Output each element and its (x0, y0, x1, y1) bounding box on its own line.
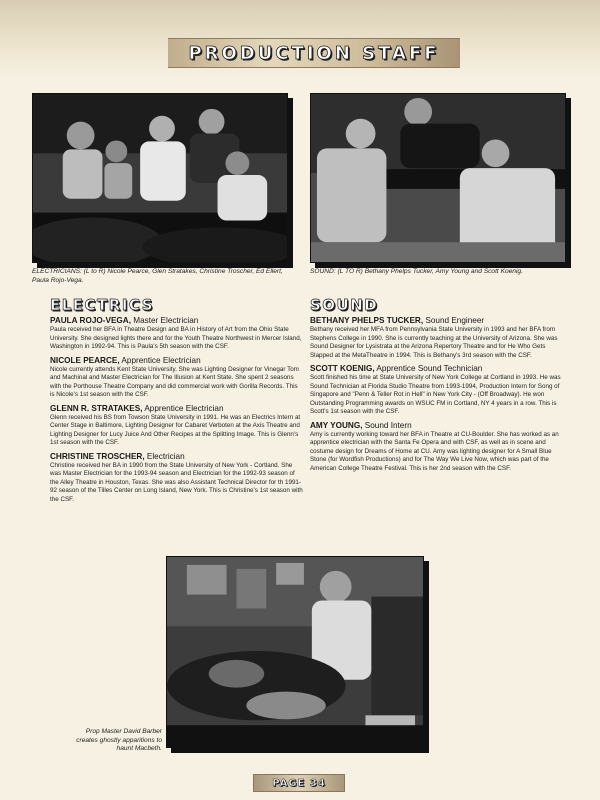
staff-role: Apprentice Sound Technician (374, 364, 483, 374)
staff-role: Apprentice Electrician (142, 403, 224, 413)
staff-role: Sound Engineer (423, 316, 485, 325)
staff-name: BETHANY PHELPS TUCKER, (310, 316, 424, 325)
staff-bio: Amy is currently working toward her BFA in Theatre at CU-Boulder. She has worked as an apprentice electrician with the Santa Fe Opera and with CSF, as well as in scene and costume design for Dreams of Home at CU. Amy was lighting designer for A Small Blue Stone (for Wordfish Productions) and for The Way We Live Now, which was part of the American College Theatre Festival. This is her 2nd season with the CSF. (310, 430, 559, 472)
page-number-banner (253, 774, 345, 792)
staff-bio: Christine received her BA in 1990 from the State University of New York - Cortland. She was Master Electrician for the 1993-94 season and Electrician for the 1992-93 season of the Alley Theatre in Houston, Texas. She was also Assistant Technical Director for th 1991-92 season of the Tilles Center on Long Island, New York. This is Christine's 1st season with the CSF. (50, 461, 303, 503)
electricians-caption: ELECTRICIANS: (L to R) Nicole Pearce, Glen Stratakes, Christine Troscher, Ed Ellert, Paula Rojo-Vega. (32, 268, 283, 284)
staff-name: NICOLE PEARCE, (50, 355, 120, 365)
sound-heading: SOUND (310, 296, 379, 314)
staff-bio: Bethany received her MFA from Pennsylvania State University in 1993 and her BFA from Stephens College in 1990. She is currently teaching at the University of Arizona. She was Sound Designer for Lysistrata at the Arizona Repertory Theatre and for He Who Gets Slapped at the MetaTheatre in 1994. This is Bethany's 3rd season with the CSF. (310, 326, 558, 359)
staff-bio: Glenn received his BS from Towson State University in 1991. He was an Electrics Intern at Center Stage in Baltimore, Lighting Designer for Cabaret Verboten at the Axis Theatre and Lighting Designer for Lucy Juice And Other Recipes at the Splitting Image. This is Glenn's 1st season with the CSF. (50, 413, 301, 447)
staff-bio: Paula received her BFA in Theatre Design and BA in History of Art from the Ohio State University. She designed lights there and for the Youth Theatre Northwest in Mercer Island, Washington in 1992-94. This is Paula's 5th season with the CSF. (50, 326, 302, 351)
header-banner (168, 38, 460, 68)
sound-caption: SOUND: (L TO R) Bethany Phelps Tucker, Amy Young and Scott Koenig. (310, 268, 523, 275)
staff-role: Electrician (144, 451, 185, 461)
staff-role: Apprentice Electrician (119, 355, 201, 365)
staff-entry (50, 316, 308, 352)
staff-entry (50, 356, 308, 400)
staff-role: Sound Intern (362, 420, 412, 430)
staff-entry (50, 452, 308, 505)
staff-role: Master Electrician (130, 316, 199, 325)
staff-name: SCOTT KOENIG, (310, 364, 375, 374)
staff-name: CHRISTINE TROSCHER, (50, 451, 145, 461)
staff-name: GLENN R. STRATAKES, (50, 403, 143, 413)
staff-entry (50, 404, 308, 448)
staff-bio: Nicole currently attends Kent State University. She was Lighting Designer for Vinegar Tom and Machinal and Master Electrician for The Illusion at Kent State. She spent 2 seasons with the Porthouse Theatre Company and did commercial work with Gorilla Records. This is Nicole's 1st season with the CSF. (50, 365, 299, 399)
staff-name: AMY YOUNG, (310, 420, 363, 430)
staff-entry (310, 316, 568, 360)
staff-name: PAULA ROJO-VEGA, (50, 316, 131, 325)
sound-section (310, 296, 568, 477)
prop-master-photo (166, 556, 424, 748)
electrics-heading: ELECTRICS (50, 296, 155, 314)
staff-entry (310, 421, 568, 474)
electricians-photo (32, 93, 288, 263)
staff-entry (310, 364, 568, 417)
page-number: PAGE 34 (272, 777, 326, 789)
electrics-section (50, 296, 308, 508)
prop-master-caption: Prop Master David Barber creates ghostly apparitions to haunt Macbeth. (76, 728, 162, 753)
page-title: PRODUCTION STAFF (188, 42, 440, 64)
staff-bio: Scott finished his time at State University of New York College at Cortland in 1993. He was Sound Technician at Florida Studio Theatre from 1993-1994, Production Intern for Song of Singapore and "Penn & Teller Rot in Hell" in New York City - (Off Broadway). He won Outstanding Programming awards on WSUC FM in Cortland, NY 4 years in a row. This is Scott's 1st season with the CSF. (310, 374, 561, 416)
sound-photo (310, 93, 566, 263)
